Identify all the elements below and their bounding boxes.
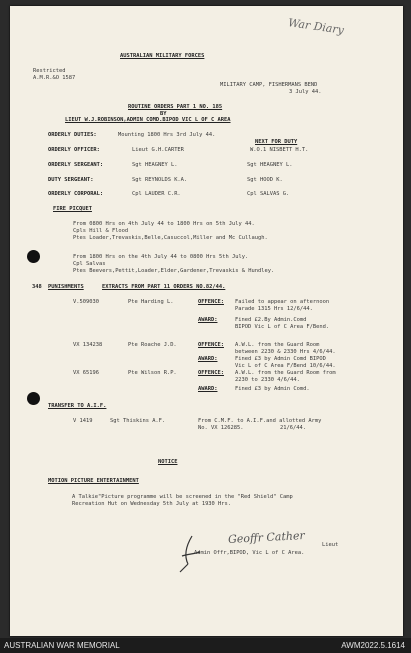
duty-row-label: ORDERLY OFFICER: bbox=[48, 147, 100, 153]
signature: Geoffr Cather bbox=[227, 529, 306, 546]
award-label: AWARD: bbox=[198, 356, 218, 362]
award-line: Fined £2.By Admin.Comd bbox=[235, 317, 307, 323]
offence-line: between 2230 & 2330 Hrs 4/6/44. bbox=[235, 349, 336, 355]
transfer-date: 21/6/44. bbox=[280, 425, 306, 431]
handwritten-note: War Diary bbox=[287, 16, 345, 37]
archive-footer bbox=[0, 638, 411, 653]
fire-picquet-line: From 0800 Hrs on 4th July 44 to 1800 Hrs on 5th July 44. bbox=[73, 221, 255, 227]
duty-row-next: W.O.1 NISBETT H.T. bbox=[250, 147, 309, 153]
fire-picquet-line: Cpl Salvas bbox=[73, 261, 106, 267]
document-date: 3 July 44. bbox=[289, 89, 322, 95]
award-label: AWARD: bbox=[198, 386, 218, 392]
document-page bbox=[10, 6, 403, 636]
transfer-name: Sgt Thiskins A.F. bbox=[110, 418, 166, 424]
offence-line: A.W.L. from the Guard Room bbox=[235, 342, 320, 348]
duty-row-label: ORDERLY CORPORAL: bbox=[48, 191, 104, 197]
orders-by-line: LIEUT W.J.ROBINSON,ADMIN COMD.BIPOD VIC L OF C AREA bbox=[65, 117, 231, 123]
duty-row-current: Sgt REYNOLDS K.A. bbox=[132, 177, 188, 183]
punishment-name: Pte Roache J.D. bbox=[128, 342, 177, 348]
punishments-heading: PUNISHMENTS bbox=[48, 284, 84, 290]
offence-line: Parade 1315 Hrs 12/6/44. bbox=[235, 306, 313, 312]
punch-hole bbox=[27, 392, 40, 405]
orders-by: BY bbox=[160, 111, 167, 117]
transfer-line: No. VX 126285. bbox=[198, 425, 244, 431]
offence-label: OFFENCE: bbox=[198, 299, 224, 305]
fire-picquet-heading: FIRE PICQUET bbox=[53, 206, 92, 212]
signature-rank: Lieut bbox=[322, 542, 339, 548]
transfer-number: V 1419 bbox=[73, 418, 93, 424]
offence-label: OFFENCE: bbox=[198, 370, 224, 376]
offence-line: A.W.L. from the Guard Room from bbox=[235, 370, 336, 376]
transfer-heading: TRANSFER TO A.I.F. bbox=[48, 403, 107, 409]
punishment-name: Pte Wilson R.P. bbox=[128, 370, 177, 376]
duty-row-current: Lieut G.H.CARTER bbox=[132, 147, 184, 153]
award-line: Fined £3 by Admin Comd. bbox=[235, 386, 310, 392]
duty-row-current: Sgt HEAGNEY L. bbox=[132, 162, 178, 168]
offence-label: OFFENCE: bbox=[198, 342, 224, 348]
punch-hole bbox=[27, 250, 40, 263]
award-line: BIPOD Vic L of C Area F/Bend. bbox=[235, 324, 330, 330]
punishment-number: VX 134238 bbox=[73, 342, 103, 348]
orders-title: ROUTINE ORDERS PART 1 NO. 185 bbox=[128, 104, 223, 110]
award-label: AWARD: bbox=[198, 317, 218, 323]
document-title: AUSTRALIAN MILITARY FORCES bbox=[120, 53, 205, 59]
award-line: Vic L of C Area F/Bend 10/6/44. bbox=[235, 363, 336, 369]
duties-label: ORDERLY DUTIES: bbox=[48, 132, 97, 138]
notice-line: Recreation Hut on Wednesday 5th July at 1930 Hrs. bbox=[72, 501, 232, 507]
punishment-number: VX 65196 bbox=[73, 370, 99, 376]
notice-heading: NOTICE bbox=[158, 459, 178, 465]
duty-row-next: Sgt HEAGNEY L. bbox=[247, 162, 293, 168]
duty-row-next: Sgt HOOD K. bbox=[247, 177, 283, 183]
punishment-number: V.509030 bbox=[73, 299, 99, 305]
restricted-label: Restricted bbox=[33, 68, 66, 74]
transfer-line: From C.M.F. to A.I.F.and allotted Army bbox=[198, 418, 322, 424]
punishment-name: Pte Harding L. bbox=[128, 299, 174, 305]
punishments-number: 348 bbox=[32, 284, 42, 290]
duty-row-label: DUTY SERGEANT: bbox=[48, 177, 94, 183]
duty-row-next: Cpl SALVAS G. bbox=[247, 191, 290, 197]
offence-line: Failed to appear on afternoon bbox=[235, 299, 330, 305]
duties-text: Mounting 1800 Hrs 3rd July 44. bbox=[118, 132, 216, 138]
duty-row-current: Cpl LAUDER C.R. bbox=[132, 191, 181, 197]
fire-picquet-line: Ptes Loader,Trevaskis,Belle,Casuccol,Miller and Mc Cullaugh. bbox=[73, 235, 268, 241]
camp-name: MILITARY CAMP, FISHERMANS BEND bbox=[220, 82, 318, 88]
footer-source: AUSTRALIAN WAR MEMORIAL bbox=[4, 641, 120, 650]
fire-picquet-line: Cpls Hill & Flood bbox=[73, 228, 129, 234]
next-for-duty-label: NEXT FOR DUTY bbox=[255, 139, 298, 145]
notice-line: A Talkie"Picture programme will be screened in the "Red Shield" Camp bbox=[72, 494, 293, 500]
reference-number: A.M.R.&O 1587 bbox=[33, 75, 76, 81]
notice-subheading: MOTION PICTURE ENTERTAINMENT bbox=[48, 478, 139, 484]
signature-line: Admin Offr,BIPOD, Vic L of C Area. bbox=[194, 550, 305, 556]
punishments-subheading: EXTRACTS FROM PART 11 ORDERS NO.82/44. bbox=[102, 284, 226, 290]
offence-line: 2230 to 2330 4/6/44. bbox=[235, 377, 300, 383]
footer-id: AWM2022.5.1614 bbox=[341, 641, 405, 650]
signature-flourish bbox=[178, 534, 202, 574]
duty-row-label: ORDERLY SERGEANT: bbox=[48, 162, 104, 168]
fire-picquet-line: From 1800 Hrs on the 4th July 44 to 0800 Hrs 5th July. bbox=[73, 254, 249, 260]
fire-picquet-line: Ptes Beevers,Pettit,Loader,Elder,Gardener,Trevaskis & Hundley. bbox=[73, 268, 275, 274]
award-line: Fined £3 by Admin Comd BIPOD bbox=[235, 356, 326, 362]
